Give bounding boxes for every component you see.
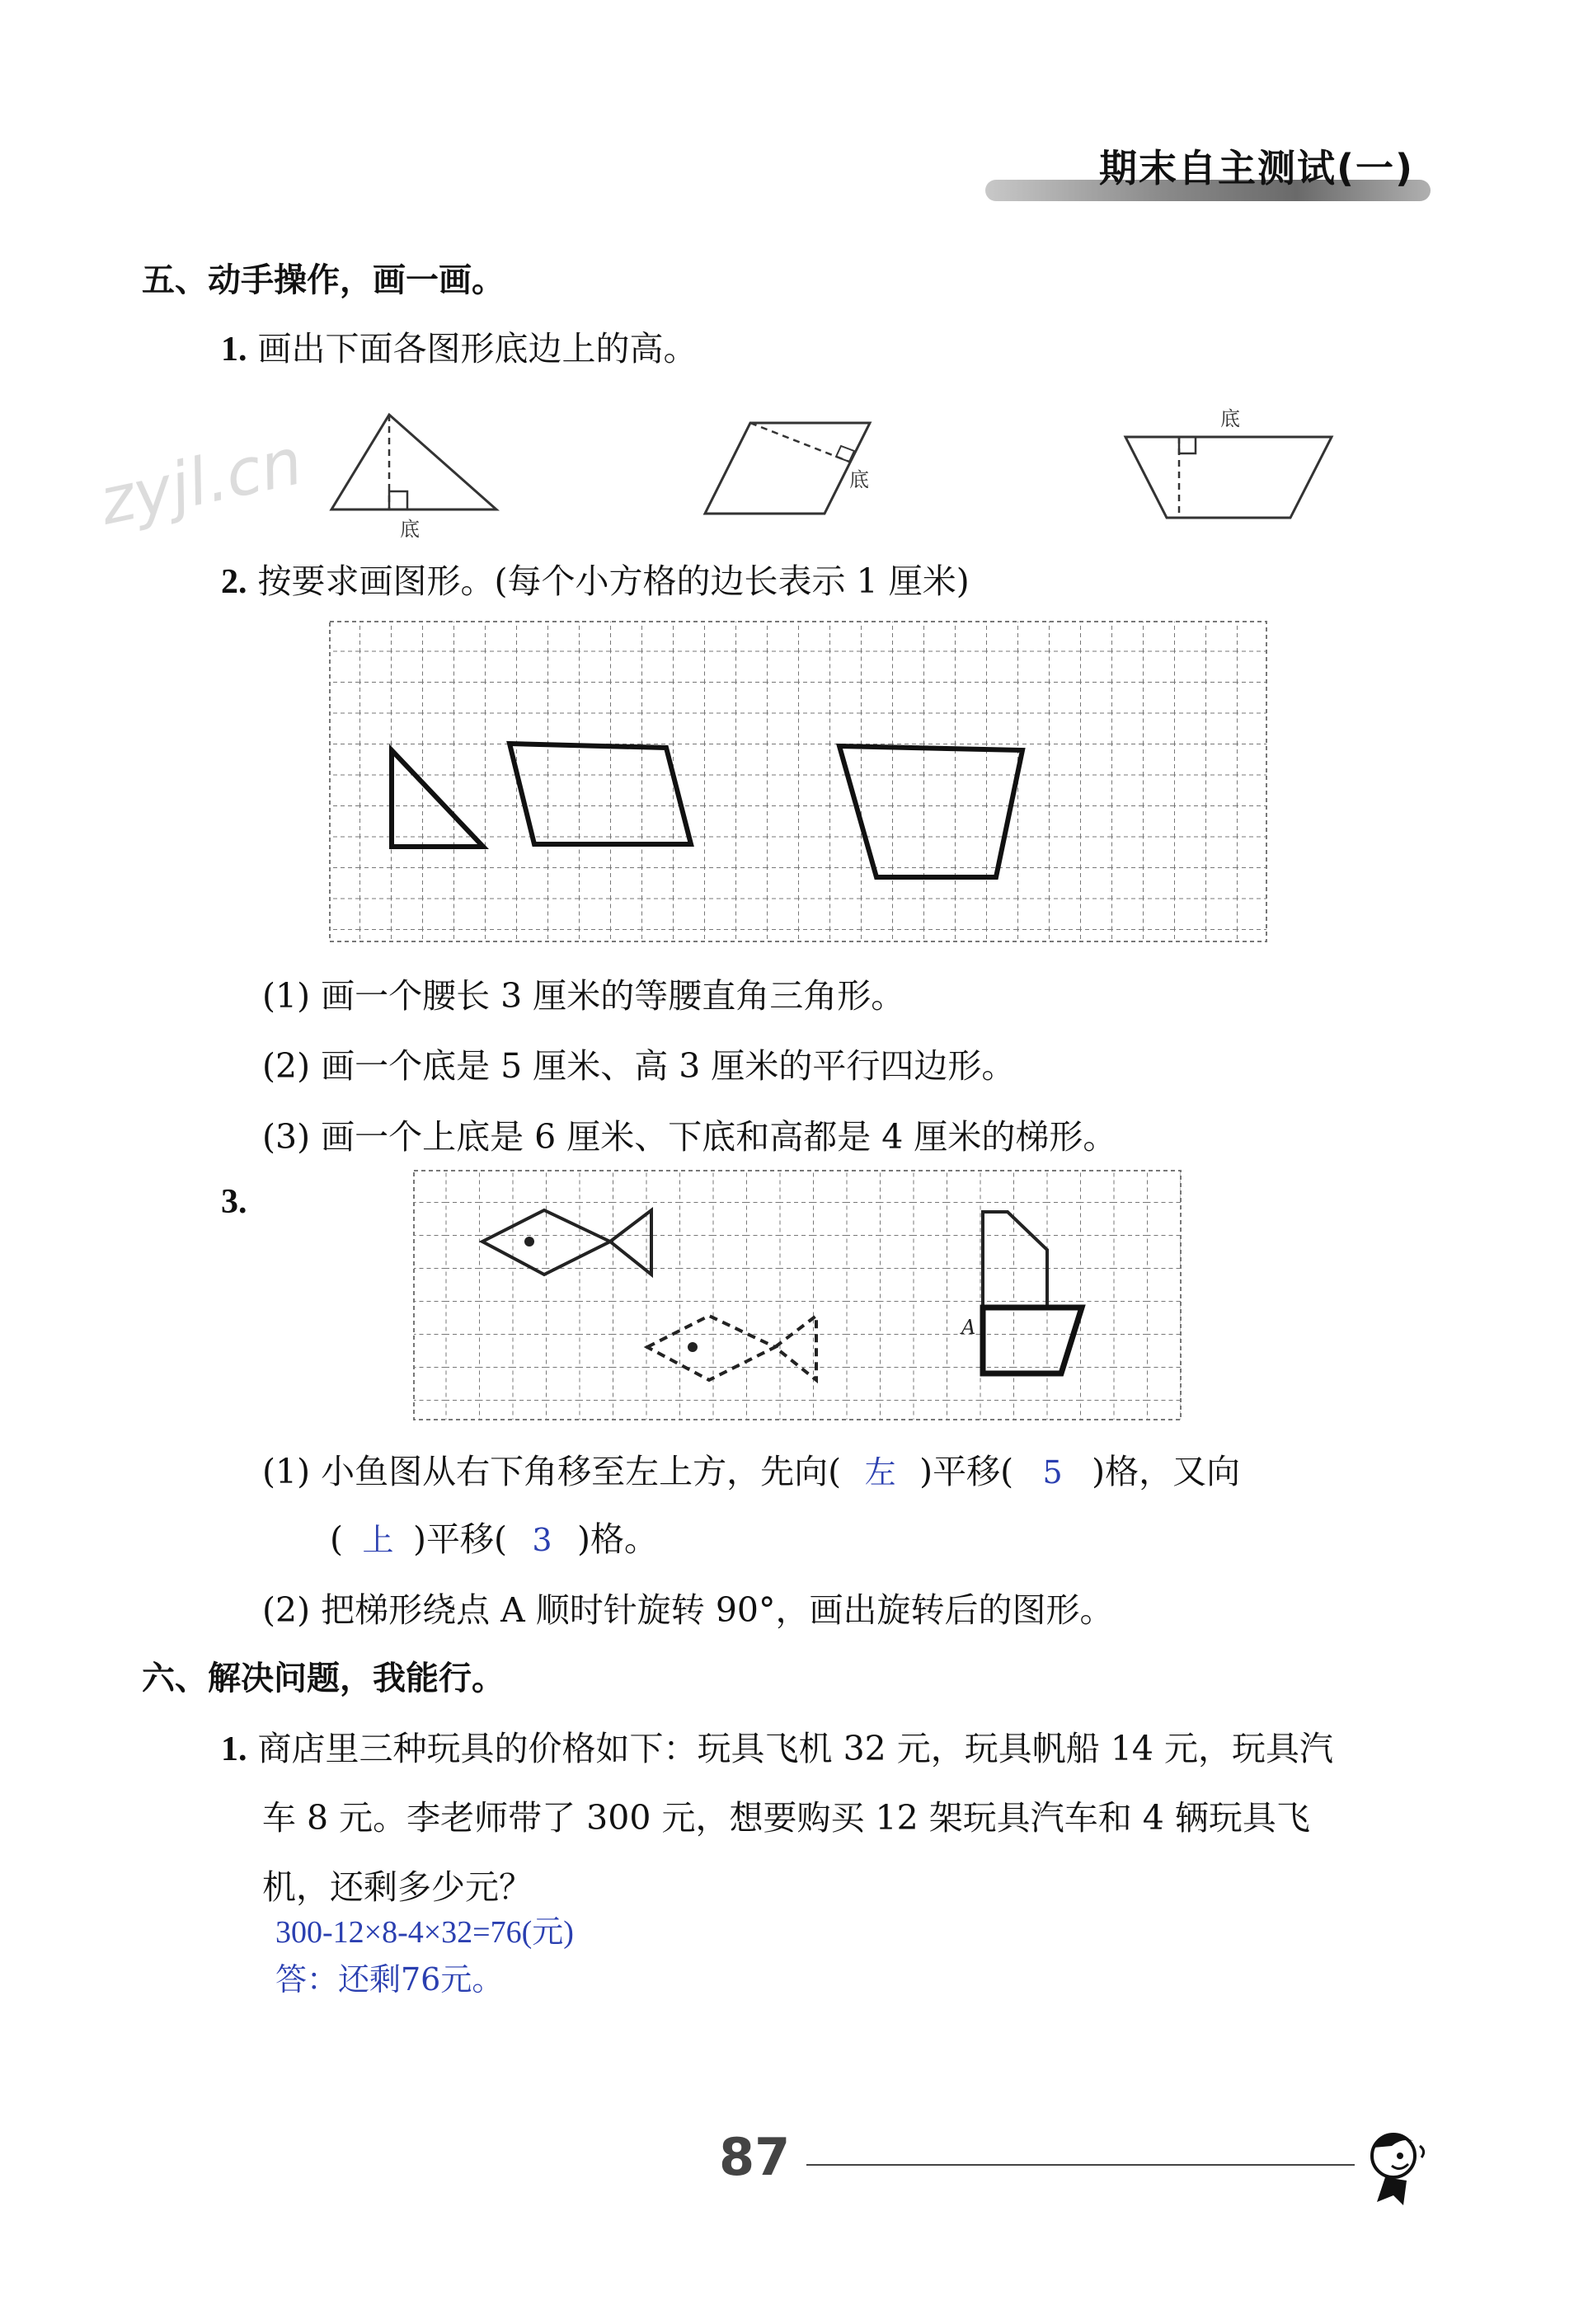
base-label: 底 — [1220, 407, 1240, 430]
q3-item-1-line-2 — [330, 1512, 658, 1561]
dotted-grid — [330, 622, 1266, 941]
watermark: zyjl.cn — [93, 425, 309, 540]
answer-blank: 5 — [1042, 1454, 1063, 1491]
cartoon-mascot-icon — [1352, 2123, 1443, 2214]
question-text: 画出下面各图形底边上的高。 — [257, 329, 698, 369]
question-text-line-1: 商店里三种玩具的价格如下：玩具飞机 32 元，玩具帆船 14 元，玩具汽 — [257, 1729, 1334, 1768]
dotted-grid — [414, 1171, 1181, 1420]
parallelogram-shape — [705, 423, 870, 514]
page-title: 期末自主测试(一) — [1098, 146, 1414, 190]
base-label: 底 — [400, 518, 420, 541]
q3-item-1-text: )格，又向 — [1092, 1452, 1241, 1491]
question-text-line-3: 机，还剩多少元？ — [262, 1867, 533, 1907]
q2-item-1: (1) 画一个腰长 3 厘米的等腰直角三角形。 — [262, 976, 905, 1016]
q2-item-2: (2) 画一个底是 5 厘米、高 3 厘米的平行四边形。 — [262, 1046, 1016, 1086]
question-number: 1. — [221, 1730, 247, 1768]
q3-grid-figure — [412, 1169, 1183, 1423]
question-text-line-2: 车 8 元。李老师带了 300 元，想要购买 12 架玩具汽车和 4 辆玩具飞 — [262, 1798, 1310, 1838]
question-5-3-number: 3. — [221, 1183, 247, 1221]
answer-blank: 左 — [864, 1454, 896, 1491]
answer-blank: 3 — [532, 1522, 552, 1558]
answer-text: 答：还剩76元。 — [275, 1961, 504, 1998]
q1-shapes-figure — [322, 386, 1352, 542]
footer-rule — [806, 2164, 1355, 2166]
answer-formula: 300-12×8-4×32=76(元) — [275, 1915, 574, 1950]
triangle-shape — [331, 415, 496, 541]
answer-blank: 上 — [362, 1522, 394, 1558]
q3-item-1-text: )平移( — [413, 1519, 507, 1559]
point-a-label: A — [961, 1316, 976, 1339]
section-5-title: 五、动手操作，画一画。 — [142, 261, 505, 299]
question-number: 2. — [221, 563, 247, 601]
header-banner — [977, 132, 1439, 211]
question-text: 按要求画图形。(每个小方格的边长表示 1 厘米) — [257, 561, 970, 601]
section-6-title: 六、解决问题，我能行。 — [142, 1660, 505, 1697]
q2-grid-figure — [328, 620, 1268, 943]
base-label: 底 — [849, 468, 869, 491]
question-number: 1. — [221, 331, 247, 369]
q3-item-1-text: (1) 小鱼图从右下角移至左上方，先向( — [262, 1452, 842, 1491]
q3-item-1-text: ( — [330, 1519, 343, 1559]
trapezoid-shape — [1125, 407, 1332, 518]
question-5-1 — [221, 322, 698, 370]
question-5-2 — [221, 554, 970, 603]
q3-item-2: (2) 把梯形绕点 A 顺时针旋转 90°，画出旋转后的图形。 — [262, 1590, 1114, 1630]
q2-item-3: (3) 画一个上底是 6 厘米、下底和高都是 4 厘米的梯形。 — [262, 1117, 1117, 1157]
q3-item-1-text: )格。 — [577, 1519, 658, 1559]
q3-item-1-line-1 — [262, 1444, 1240, 1493]
q3-item-1-text: )平移( — [919, 1452, 1014, 1491]
page-number: 87 — [719, 2127, 791, 2187]
question-6-1 — [221, 1721, 1333, 1770]
